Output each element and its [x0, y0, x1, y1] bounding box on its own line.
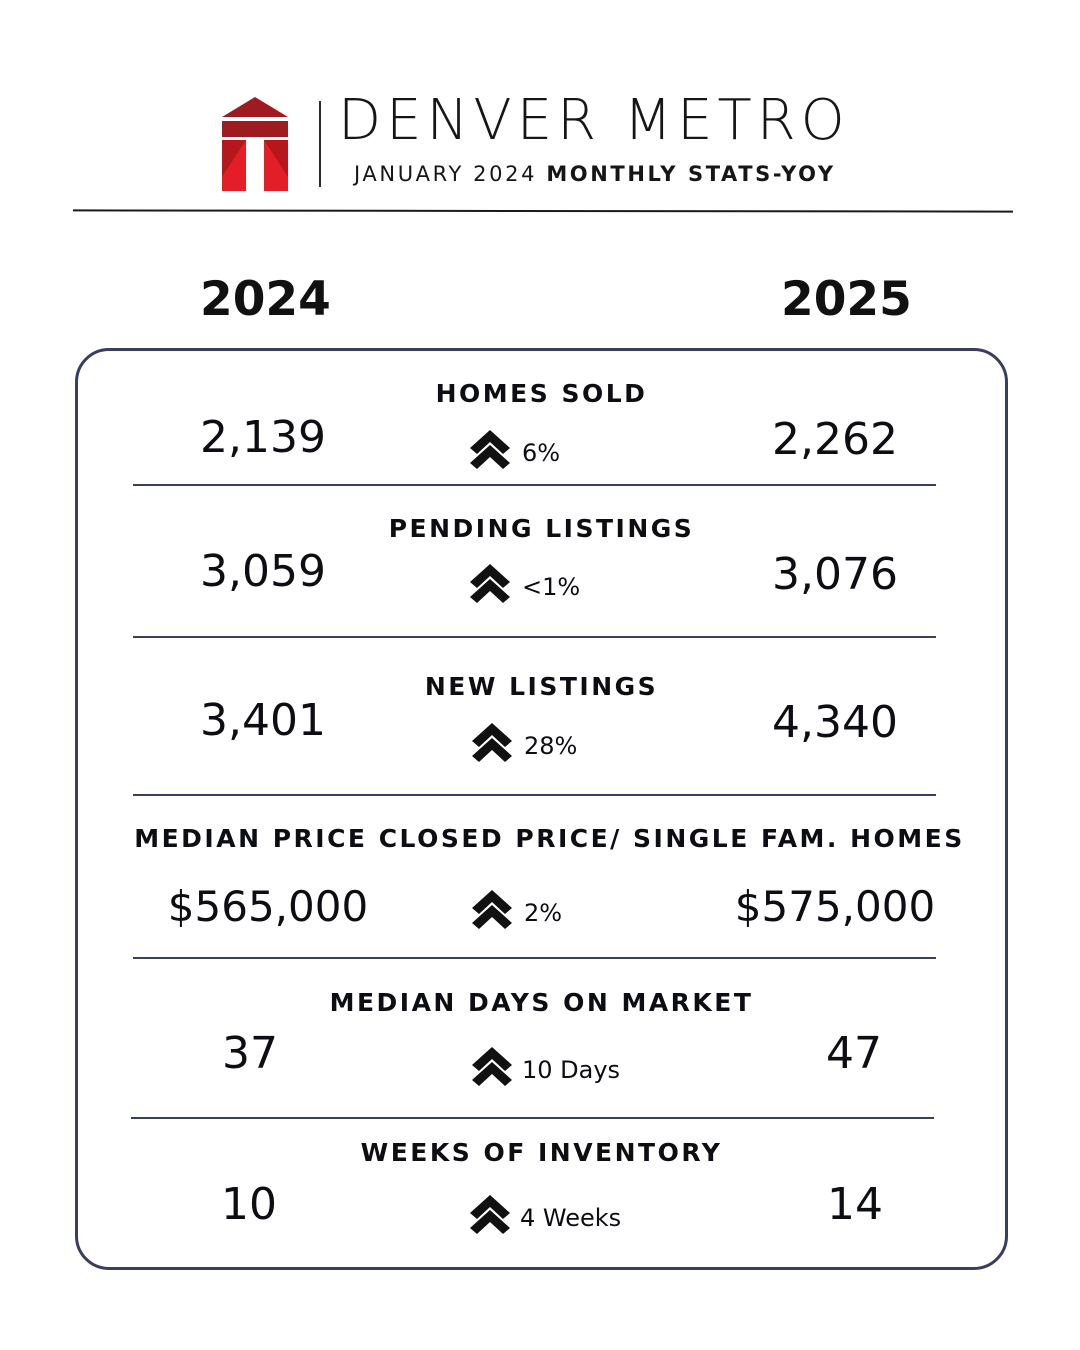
stat-title-median-price: MEDIAN PRICE CLOSED PRICE/ SINGLE FAM. HOMES: [134, 824, 965, 853]
year-left: 2024: [200, 272, 331, 327]
stat-left-median-price: $565,000: [167, 882, 369, 931]
stat-change-value: 2%: [524, 899, 563, 927]
stat-right-homes-sold: 2,262: [772, 414, 898, 465]
stat-left-weeks-inventory: 10: [221, 1179, 277, 1230]
double-chevron-up-icon: [470, 564, 510, 604]
stat-change-value: 6%: [522, 439, 561, 467]
stat-change-value: 4 Weeks: [520, 1204, 622, 1232]
subtitle-date: JANUARY 2024: [354, 162, 538, 186]
row-separator: [133, 794, 936, 796]
stat-title-homes-sold: HOMES SOLD: [435, 379, 648, 408]
stat-title-pending-listings: PENDING LISTINGS: [388, 514, 695, 543]
stat-left-new-listings: 3,401: [200, 695, 326, 746]
year-right: 2025: [781, 272, 912, 327]
stat-right-weeks-inventory: 14: [827, 1179, 883, 1230]
row-separator: [131, 1117, 934, 1119]
page-title: DENVER METRO: [338, 88, 850, 153]
double-chevron-up-icon: [472, 890, 512, 930]
stat-right-median-price: $575,000: [734, 882, 936, 931]
stat-left-homes-sold: 2,139: [200, 412, 326, 463]
subtitle-label: MONTHLY STATS-YOY: [546, 162, 836, 186]
row-separator: [133, 484, 936, 486]
double-chevron-up-icon: [472, 723, 512, 763]
stat-title-days-on-market: MEDIAN DAYS ON MARKET: [329, 988, 754, 1017]
row-separator: [133, 957, 936, 959]
page-subtitle: [354, 161, 836, 187]
stat-left-pending-listings: 3,059: [200, 546, 326, 597]
stat-change-value: 10 Days: [522, 1056, 621, 1084]
stats-panel: [75, 348, 1008, 1270]
stat-right-pending-listings: 3,076: [772, 549, 898, 600]
header-divider: [319, 101, 321, 187]
house-logo-icon: [222, 97, 288, 193]
double-chevron-up-icon: [470, 1195, 510, 1235]
stat-title-new-listings: NEW LISTINGS: [424, 672, 659, 701]
stat-title-weeks-inventory: WEEKS OF INVENTORY: [360, 1138, 723, 1167]
double-chevron-up-icon: [472, 1047, 512, 1087]
stat-right-days-on-market: 47: [826, 1028, 882, 1079]
stat-left-days-on-market: 37: [222, 1028, 278, 1079]
stat-change-value: <1%: [522, 573, 581, 601]
header-rule: [73, 209, 1013, 212]
double-chevron-up-icon: [470, 430, 510, 470]
row-separator: [133, 636, 936, 638]
stat-right-new-listings: 4,340: [772, 697, 898, 748]
stat-change-value: 28%: [524, 732, 578, 760]
